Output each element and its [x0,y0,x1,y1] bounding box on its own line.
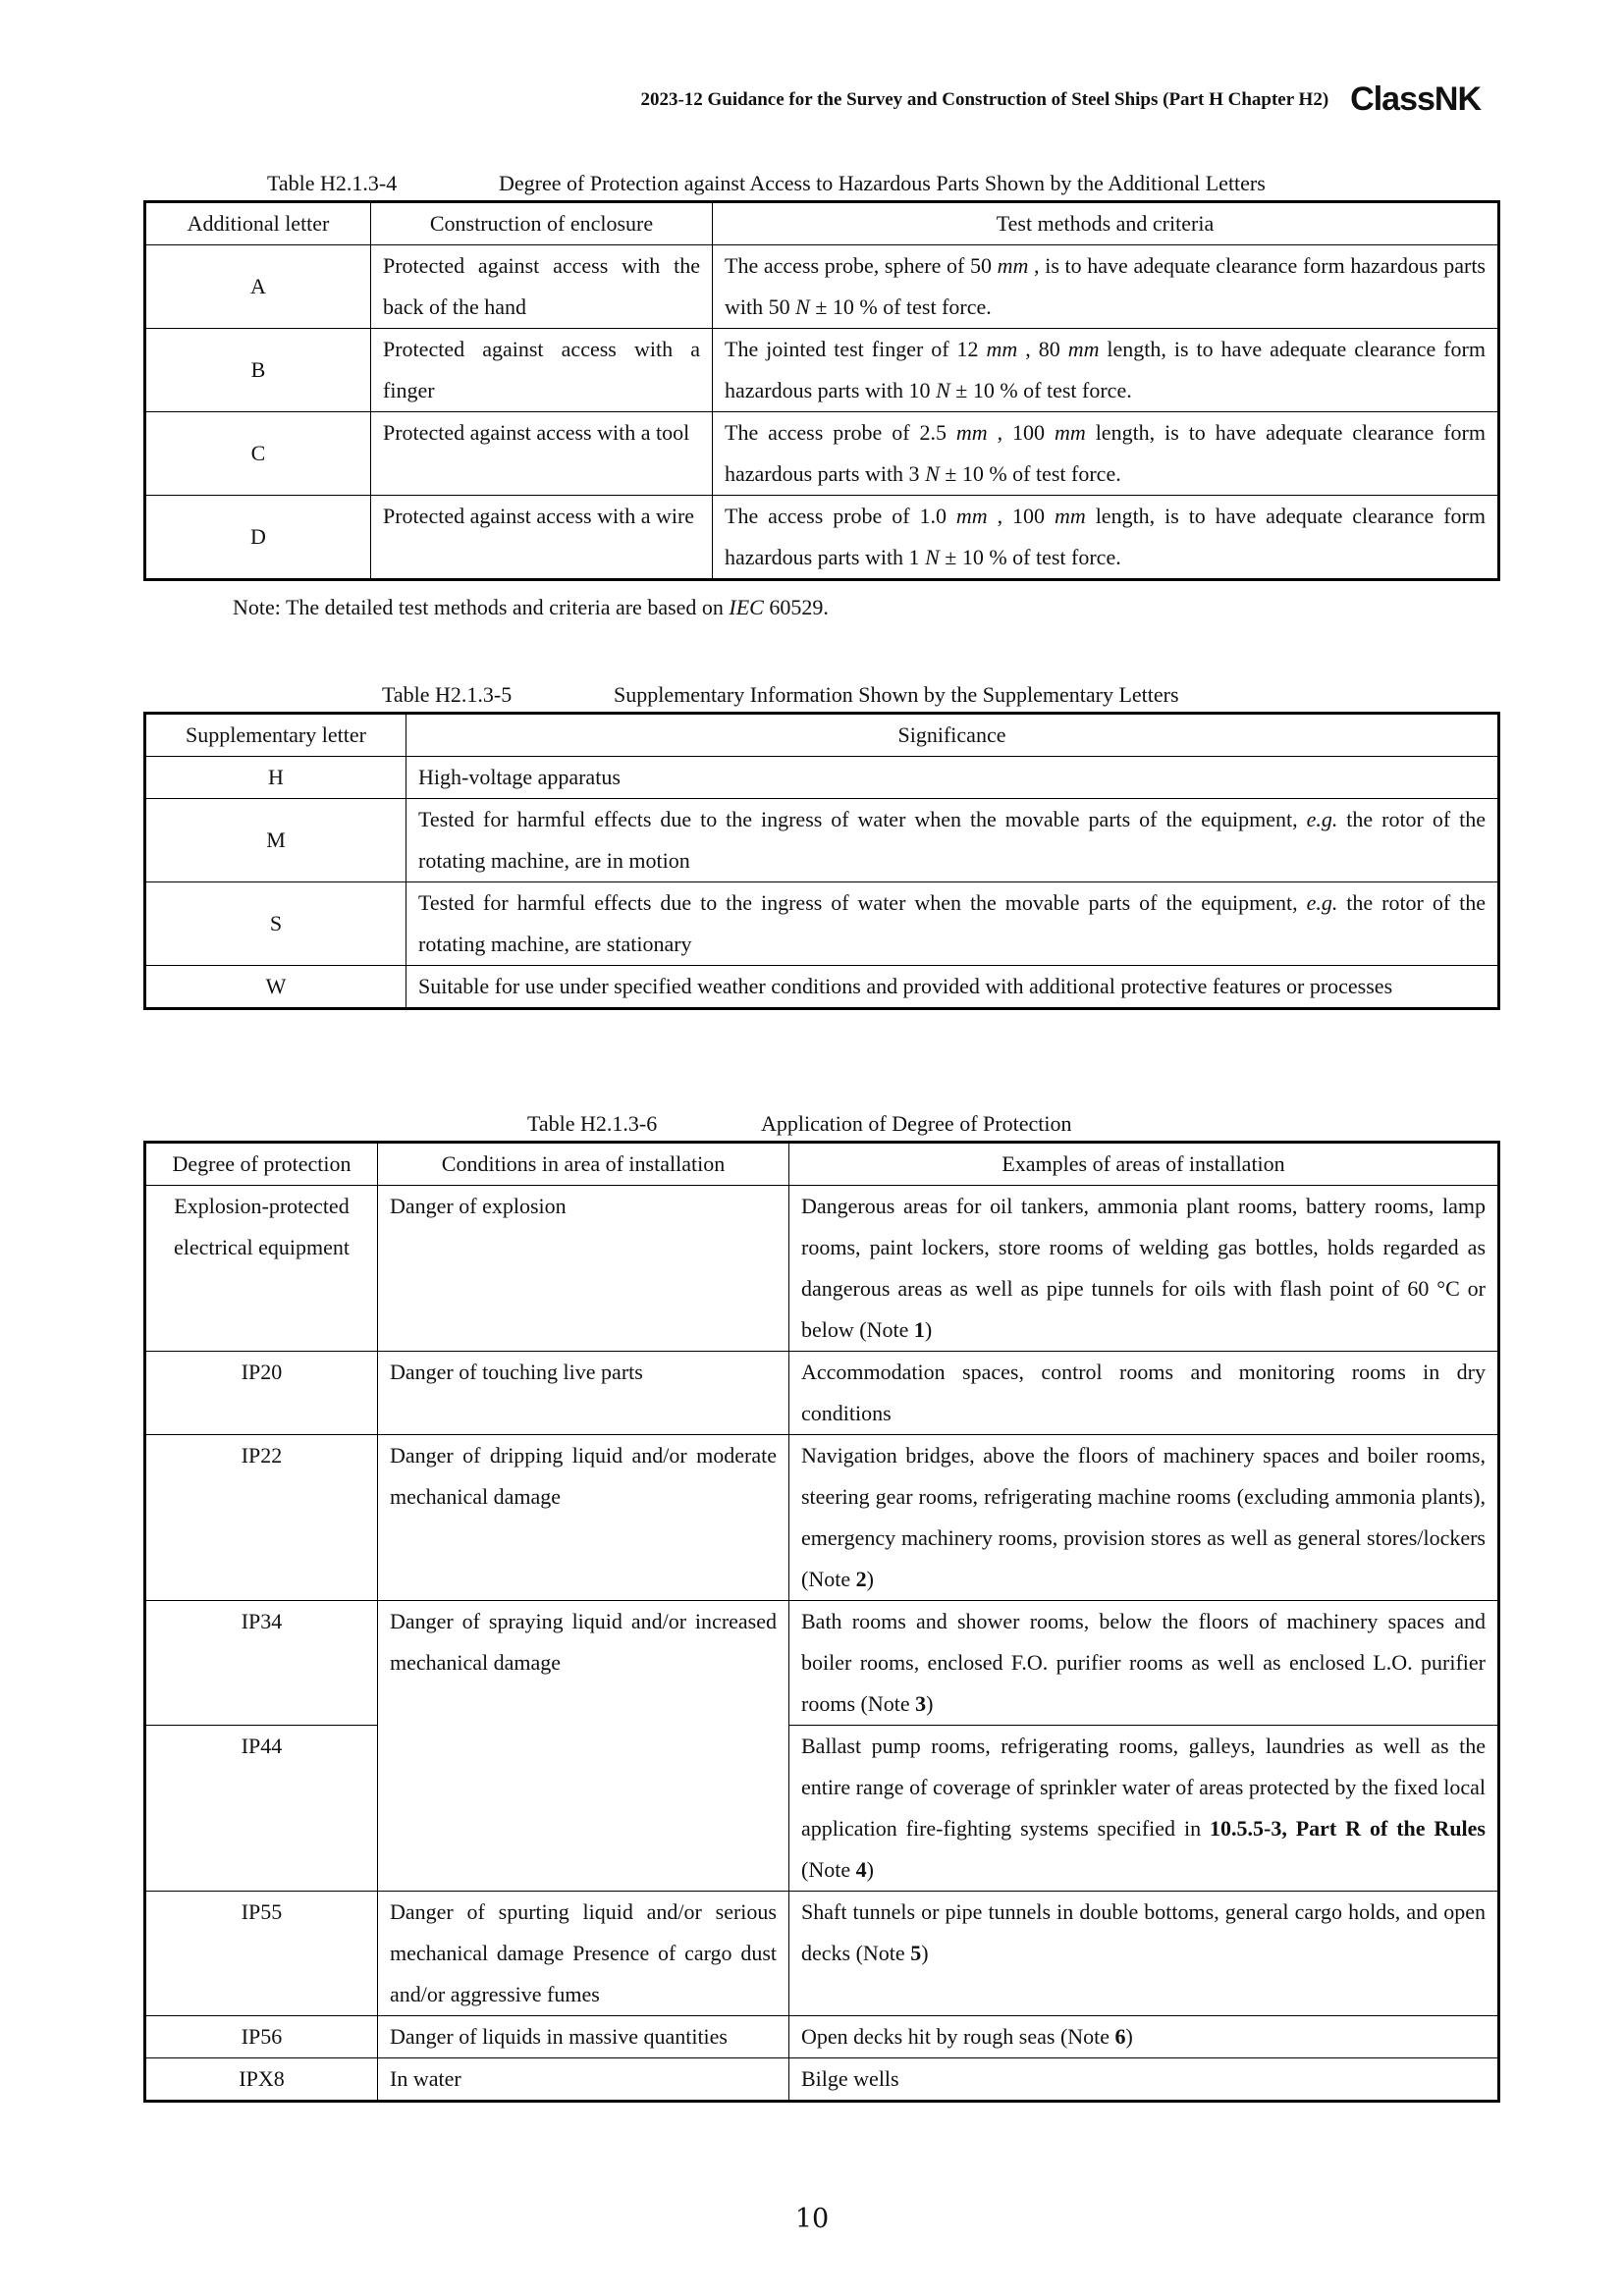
classnk-logo: ClassNK [1350,80,1481,118]
construction-cell: Protected against access with a wire [371,496,713,580]
table5-header-row [145,714,1499,757]
construction-cell: Protected against access with a finger [371,329,713,412]
table4-number: Table H2.1.3-4 [267,171,398,195]
condition-cell: Danger of liquids in massive quantities [378,2016,789,2058]
page-header [640,80,1481,119]
additional-letter-cell: C [145,412,371,496]
header-title: 2023-12 Guidance for the Survey and Construction of Steel Ships (Part H Chapter H2) [640,88,1329,110]
table5-caption [382,682,1179,708]
table-row [145,2058,1499,2102]
examples-cell: Navigation bridges, above the floors of machinery spaces and boiler rooms, steering gear rooms, refrigerating machine rooms (excluding ammonia plants), emergency machinery rooms, provision stores as well as general stores/lockers (Note 2) [789,1435,1499,1601]
page-number: 10 [794,2204,830,2234]
additional-letter-cell: D [145,496,371,580]
table5-title: Supplementary Information Shown by the Supplementary Letters [614,682,1179,707]
table4-header-cell: Construction of enclosure [371,202,713,245]
table4 [143,200,1500,581]
table4-header-cell: Additional letter [145,202,371,245]
examples-cell: Bath rooms and shower rooms, below the floors of machinery spaces and boiler rooms, enclosed F.O. purifier rooms as well as enclosed L.O. purifier rooms (Note 3) [789,1601,1499,1726]
table4-header-row [145,202,1499,245]
construction-cell: Protected against access with the back of the hand [371,245,713,329]
table5-number: Table H2.1.3-5 [382,682,513,707]
examples-cell: Accommodation spaces, control rooms and monitoring rooms in dry conditions [789,1352,1499,1435]
table6-header-cell: Examples of areas of installation [789,1143,1499,1186]
table-row [145,329,1499,412]
table-row [145,1352,1499,1435]
test-criteria-cell: The access probe, sphere of 50 mm , is to have adequate clearance form hazardous parts with 50 N ± 10 % of test force. [713,245,1499,329]
table-row [145,1435,1499,1601]
table4-title: Degree of Protection against Access to Hazardous Parts Shown by the Additional Letters [499,171,1266,195]
degree-cell: IP20 [145,1352,378,1435]
supplementary-letter-cell: W [145,966,406,1009]
additional-letter-cell: B [145,329,371,412]
table-row [145,496,1499,580]
table4-note: Note: The detailed test methods and criteria are based on IEC 60529. [233,595,829,619]
degree-cell: IP34 [145,1601,378,1726]
table-row [145,1601,1499,1726]
table6-number: Table H2.1.3-6 [527,1111,658,1136]
condition-cell: Danger of spraying liquid and/or increased mechanical damage [378,1601,789,1892]
degree-cell: IPX8 [145,2058,378,2102]
table5-header-cell: Supplementary letter [145,714,406,757]
degree-cell: Explosion-protected electrical equipment [145,1186,378,1352]
condition-cell: Danger of explosion [378,1186,789,1352]
supplementary-letter-cell: M [145,799,406,882]
examples-cell: Bilge wells [789,2058,1499,2102]
significance-cell: High-voltage apparatus [406,757,1499,799]
degree-cell: IP44 [145,1726,378,1892]
degree-cell: IP56 [145,2016,378,2058]
table6-header-cell: Conditions in area of installation [378,1143,789,1186]
table-row [145,412,1499,496]
table4-header-cell: Test methods and criteria [713,202,1499,245]
table-row [145,966,1499,1009]
degree-cell: IP55 [145,1892,378,2016]
examples-cell: Shaft tunnels or pipe tunnels in double bottoms, general cargo holds, and open decks (Note 5) [789,1892,1499,2016]
construction-cell: Protected against access with a tool [371,412,713,496]
table-row [145,757,1499,799]
table6 [143,1141,1500,2103]
table-row [145,1726,1499,1892]
table-row [145,2016,1499,2058]
table6-header-cell: Degree of protection [145,1143,378,1186]
test-criteria-cell: The access probe of 2.5 mm , 100 mm length, is to have adequate clearance form hazardous parts with 3 N ± 10 % of test force. [713,412,1499,496]
test-criteria-cell: The jointed test finger of 12 mm , 80 mm length, is to have adequate clearance form hazardous parts with 10 N ± 10 % of test force. [713,329,1499,412]
test-criteria-cell: The access probe of 1.0 mm , 100 mm length, is to have adequate clearance form hazardous parts with 1 N ± 10 % of test force. [713,496,1499,580]
condition-cell: Danger of spurting liquid and/or serious mechanical damage Presence of cargo dust and/or aggressive fumes [378,1892,789,2016]
condition-cell: Danger of dripping liquid and/or moderate mechanical damage [378,1435,789,1601]
degree-cell: IP22 [145,1435,378,1601]
table6-title: Application of Degree of Protection [761,1111,1072,1136]
condition-cell: Danger of touching live parts [378,1352,789,1435]
supplementary-letter-cell: H [145,757,406,799]
significance-cell: Tested for harmful effects due to the ingress of water when the movable parts of the equipment, e.g. the rotor of the rotating machine, are stationary [406,882,1499,966]
table-row [145,1892,1499,2016]
additional-letter-cell: A [145,245,371,329]
table4-caption [267,171,1266,196]
table-row [145,799,1499,882]
table5-header-cell: Significance [406,714,1499,757]
condition-cell: In water [378,2058,789,2102]
examples-cell: Open decks hit by rough seas (Note 6) [789,2016,1499,2058]
table-row [145,882,1499,966]
supplementary-letter-cell: S [145,882,406,966]
table5 [143,712,1500,1010]
table6-caption [527,1111,1072,1137]
significance-cell: Tested for harmful effects due to the ingress of water when the movable parts of the equipment, e.g. the rotor of the rotating machine, are in motion [406,799,1499,882]
table-row [145,1186,1499,1352]
table-row [145,245,1499,329]
table6-header-row [145,1143,1499,1186]
examples-cell: Dangerous areas for oil tankers, ammonia plant rooms, battery rooms, lamp rooms, paint lockers, store rooms of welding gas bottles, holds regarded as dangerous areas as well as pipe tunnels for oils with flash point of 60 °C or below (Note 1) [789,1186,1499,1352]
significance-cell: Suitable for use under specified weather conditions and provided with additional protective features or processes [406,966,1499,1009]
examples-cell: Ballast pump rooms, refrigerating rooms, galleys, laundries as well as the entire range of coverage of sprinkler water of areas protected by the fixed local application fire-fighting systems specified in 10.5.5-3, Part R of the Rules (Note 4) [789,1726,1499,1892]
